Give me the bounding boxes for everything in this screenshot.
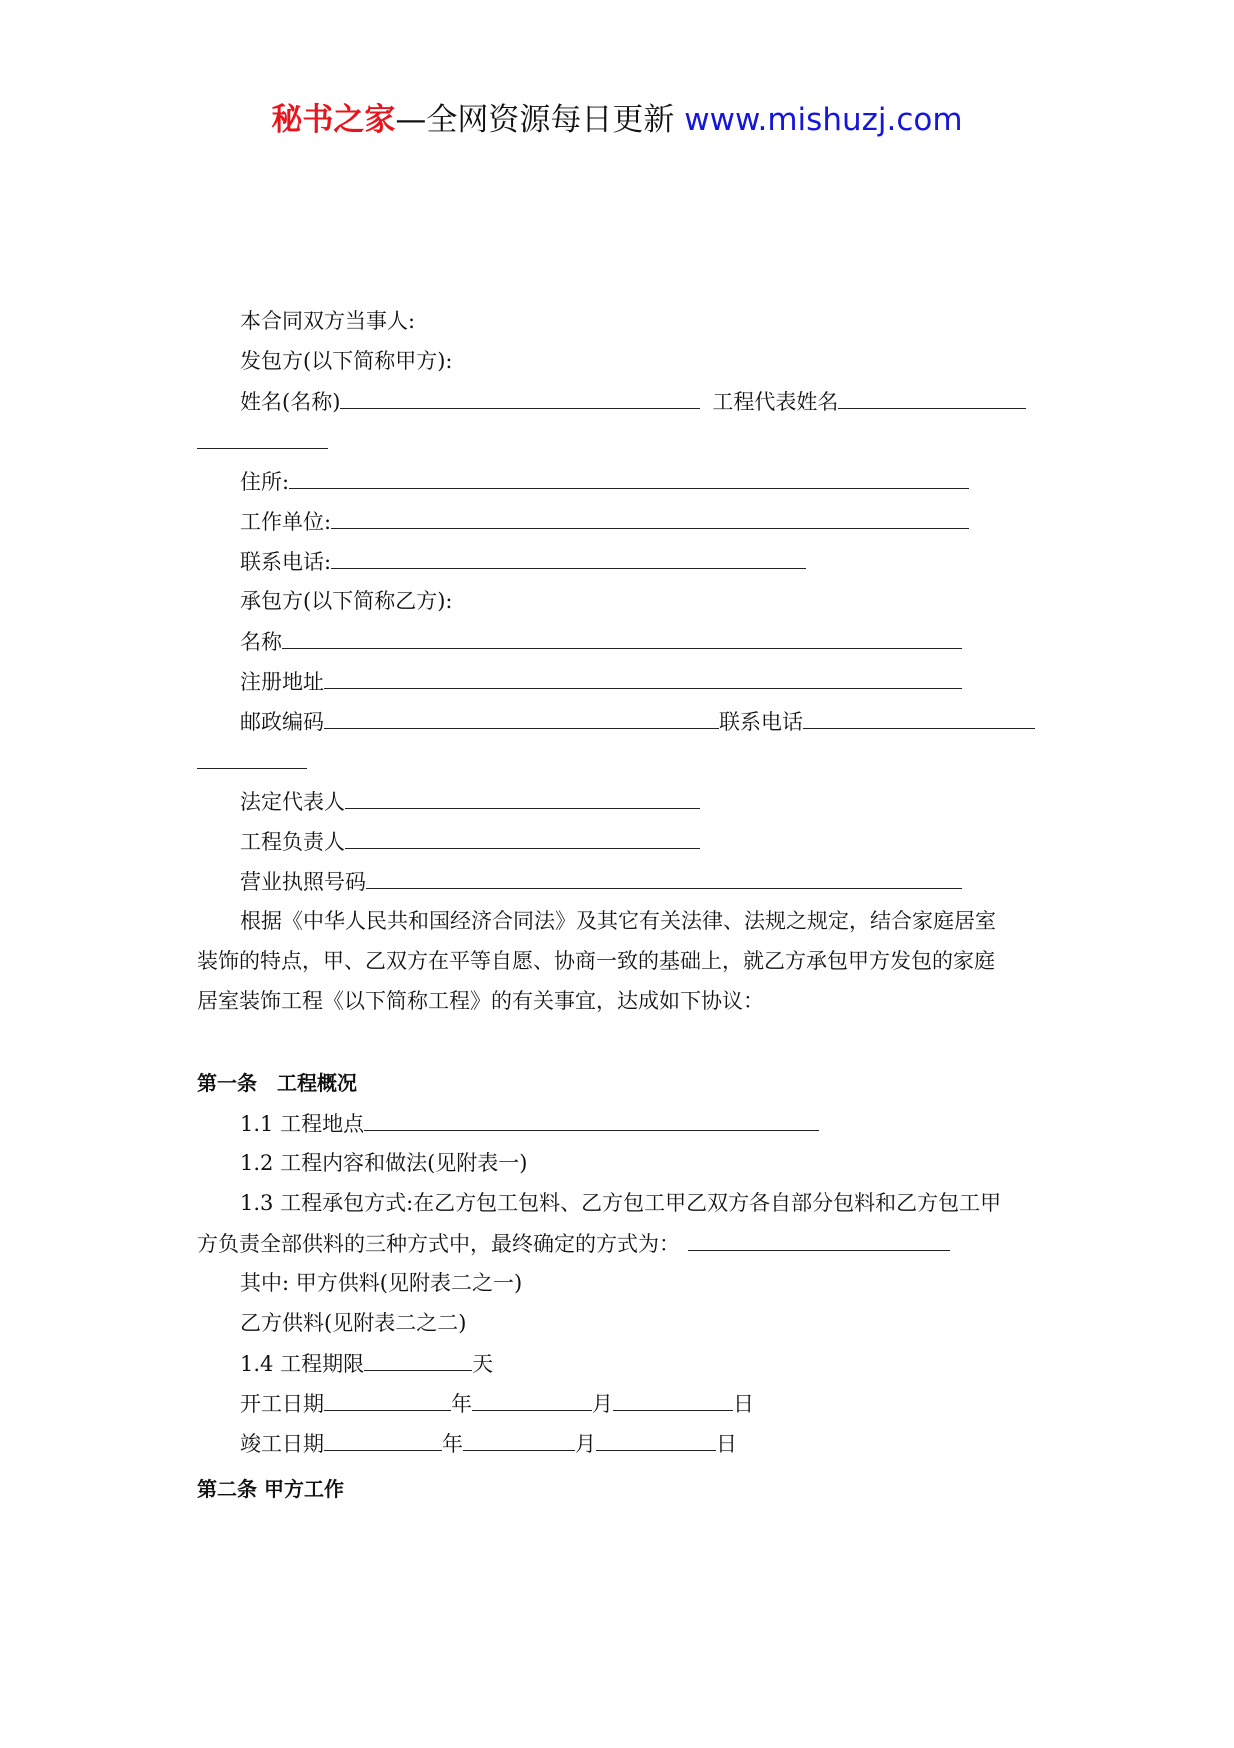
project-head-label: 工程负责人 [240, 830, 345, 854]
postcode-blank[interactable] [324, 706, 719, 729]
legal-rep-row [240, 786, 700, 817]
work-unit-row [240, 506, 969, 537]
license-row [240, 866, 962, 897]
item-1-3-line-1: 1.3 工程承包方式:在乙方包工包料、乙方包工甲乙双方各自部分包料和乙方包工甲 [240, 1191, 1002, 1215]
item-1-1-row [240, 1108, 819, 1139]
site-url[interactable]: www.mishuzj.com [684, 102, 963, 138]
start-day-unit: 日 [733, 1392, 754, 1416]
b-phone-label: 联系电话 [719, 710, 803, 734]
rep-label: 工程代表姓名 [712, 390, 839, 414]
start-date-row [240, 1388, 754, 1419]
item-1-2: 1.2 工程内容和做法(见附表一) [240, 1151, 528, 1175]
name-row [240, 386, 1026, 417]
legal-rep-blank[interactable] [345, 786, 700, 809]
party-b-title: 承包方(以下简称乙方): [240, 589, 453, 613]
reg-address-label: 注册地址 [240, 670, 324, 694]
name-label: 姓名(名称) [240, 390, 341, 414]
legal-rep-label: 法定代表人 [240, 790, 345, 814]
item-1-1-label: 1.1 工程地点 [240, 1112, 365, 1136]
work-unit-label: 工作单位: [240, 510, 332, 534]
start-label: 开工日期 [240, 1392, 324, 1416]
brand-name: 秘书之家 [271, 102, 396, 138]
rep-blank-continued[interactable] [197, 426, 328, 449]
end-date-row [240, 1428, 737, 1459]
preamble-line-1: 根据《中华人民共和国经济合同法》及其它有关法律、法规之规定，结合家庭居室 [240, 909, 996, 933]
preamble-line-3: 居室装饰工程《以下简称工程》的有关事宜，达成如下协议： [197, 989, 764, 1013]
header-slogan: —全网资源每日更新 [395, 102, 675, 138]
work-unit-blank[interactable] [331, 506, 969, 529]
end-day-blank[interactable] [596, 1428, 716, 1451]
start-month-unit: 月 [592, 1392, 613, 1416]
start-month-blank[interactable] [472, 1388, 592, 1411]
name-blank[interactable] [340, 386, 700, 409]
address-row [240, 466, 969, 497]
rep-blank[interactable] [838, 386, 1026, 409]
item-1-4-label: 1.4 工程期限 [240, 1352, 365, 1376]
item-1-3-row [197, 1228, 950, 1259]
site-header [0, 100, 1234, 140]
end-year-unit: 年 [442, 1432, 463, 1456]
b-phone-cont-row [197, 746, 307, 777]
b-phone-blank[interactable] [803, 706, 1035, 729]
rep-blank-cont-row [197, 426, 328, 457]
item-1-4-row [240, 1348, 493, 1379]
end-year-blank[interactable] [324, 1428, 442, 1451]
phone-row [240, 546, 806, 577]
reg-address-row [240, 666, 962, 697]
article-2-title: 第二条 甲方工作 [197, 1477, 344, 1501]
start-year-blank[interactable] [324, 1388, 451, 1411]
b-phone-blank-continued[interactable] [197, 746, 307, 769]
preamble-line-2: 装饰的特点，甲、乙双方在平等自愿、协商一致的基础上，就乙方承包甲方发包的家庭 [197, 949, 995, 973]
b-name-row [240, 626, 962, 657]
party-a-title: 发包方(以下简称甲方): [240, 349, 453, 373]
start-year-unit: 年 [451, 1392, 472, 1416]
phone-blank[interactable] [331, 546, 806, 569]
duration-blank[interactable] [364, 1348, 472, 1371]
license-label: 营业执照号码 [240, 870, 366, 894]
license-blank[interactable] [366, 866, 962, 889]
start-day-blank[interactable] [613, 1388, 733, 1411]
address-label: 住所: [240, 470, 290, 494]
postcode-label: 邮政编码 [240, 710, 324, 734]
project-head-blank[interactable] [345, 826, 700, 849]
phone-label: 联系电话: [240, 550, 332, 574]
article-1-title: 第一条 工程概况 [197, 1071, 357, 1095]
day-unit: 天 [472, 1352, 494, 1376]
end-month-blank[interactable] [463, 1428, 575, 1451]
postcode-row [240, 706, 1035, 737]
reg-address-blank[interactable] [324, 666, 962, 689]
location-blank[interactable] [364, 1108, 819, 1131]
end-day-unit: 日 [716, 1432, 737, 1456]
item-1-3-line-2: 方负责全部供料的三种方式中，最终确定的方式为： [197, 1232, 680, 1256]
b-name-blank[interactable] [282, 626, 962, 649]
parties-intro: 本合同双方当事人: [240, 309, 416, 333]
end-month-unit: 月 [575, 1432, 596, 1456]
project-head-row [240, 826, 700, 857]
address-blank[interactable] [289, 466, 969, 489]
supply-a: 其中: 甲方供料(见附表二之一) [240, 1271, 523, 1295]
end-label: 竣工日期 [240, 1432, 324, 1456]
supply-b: 乙方供料(见附表二之二) [240, 1311, 467, 1335]
contract-mode-blank[interactable] [688, 1228, 950, 1251]
b-name-label: 名称 [240, 630, 282, 654]
